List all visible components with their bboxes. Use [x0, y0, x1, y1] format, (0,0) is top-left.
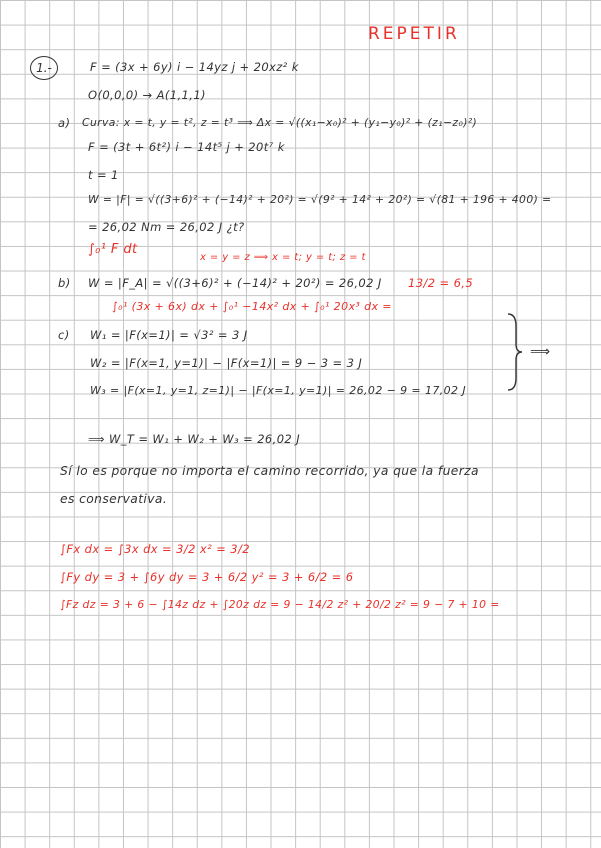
part-a-label: a): [58, 116, 71, 130]
part-a-t-value: t = 1: [88, 168, 119, 182]
path-statement: O(0,0,0) → A(1,1,1): [88, 88, 206, 102]
part-c-w2: W₂ = |F(x=1, y=1)| − |F(x=1)| = 9 − 3 = 3 J: [90, 356, 363, 370]
part-c-arrow: ⟹: [530, 344, 551, 360]
part-c-total: ⟹ W_T = W₁ + W₂ + W₃ = 26,02 J: [88, 432, 300, 446]
red-integral-fz: ∫Fz dz = 3 + 6 − ∫14z dz + ∫20z dz = 9 − 14/2 z² + 20/2 z² = 9 − 7 + 10 =: [60, 598, 500, 611]
conclusion-line-2: es conservativa.: [60, 492, 168, 506]
page-title: REPETIR: [368, 24, 460, 44]
force-equation: F = (3x + 6y) i − 14yz j + 20xz² k: [90, 60, 299, 74]
red-integral-fy: ∫Fy dy = 3 + ∫6y dy = 3 + 6/2 y² = 3 + 6/2 = 6: [60, 570, 354, 584]
part-c-w1: W₁ = |F(x=1)| = √3² = 3 J: [90, 328, 248, 342]
part-b-red-integral: ∫₀¹ (3x + 6x) dx + ∫₀¹ −14x² dx + ∫₀¹ 20x³ dx =: [112, 300, 392, 313]
red-integral-fx: ∫Fx dx = ∫3x dx = 3/2 x² = 3/2: [60, 542, 250, 556]
part-b-work: W = |F_A| = √((3+6)² + (−14)² + 20²) = 26,02 J: [88, 276, 382, 290]
part-a-curve: Curva: x = t, y = t², z = t³ ⟹ Δx = √((x₁−x₀)² + (y₁−y₀)² + (z₁−z₀)²): [82, 116, 478, 129]
conclusion-line-1: Sí lo es porque no importa el camino recorrido, ya que la fuerza: [60, 464, 479, 478]
part-a-red-note: x = y = z ⟹ x = t; y = t; z = t: [200, 252, 366, 263]
part-a-work: W = |F| = √((3+6)² + (−14)² + 20²) = √(9² + 14² + 20²) = √(81 + 196 + 400) =: [88, 193, 552, 206]
curly-brace: [504, 312, 524, 392]
part-b-label: b): [58, 276, 71, 290]
part-a-force-t: F = (3t + 6t²) i − 14t⁵ j + 20t⁷ k: [88, 140, 285, 154]
part-a-red-integral: ∫₀¹ F dt: [88, 242, 138, 257]
problem-number: 1.-: [30, 56, 58, 80]
part-c-label: c): [58, 328, 70, 342]
part-a-result: = 26,02 Nm = 26,02 J ¿t?: [88, 220, 245, 234]
part-b-red-fraction: 13/2 = 6,5: [408, 276, 474, 290]
part-c-w3: W₃ = |F(x=1, y=1, z=1)| − |F(x=1, y=1)| = 26,02 − 9 = 17,02 J: [90, 384, 466, 397]
